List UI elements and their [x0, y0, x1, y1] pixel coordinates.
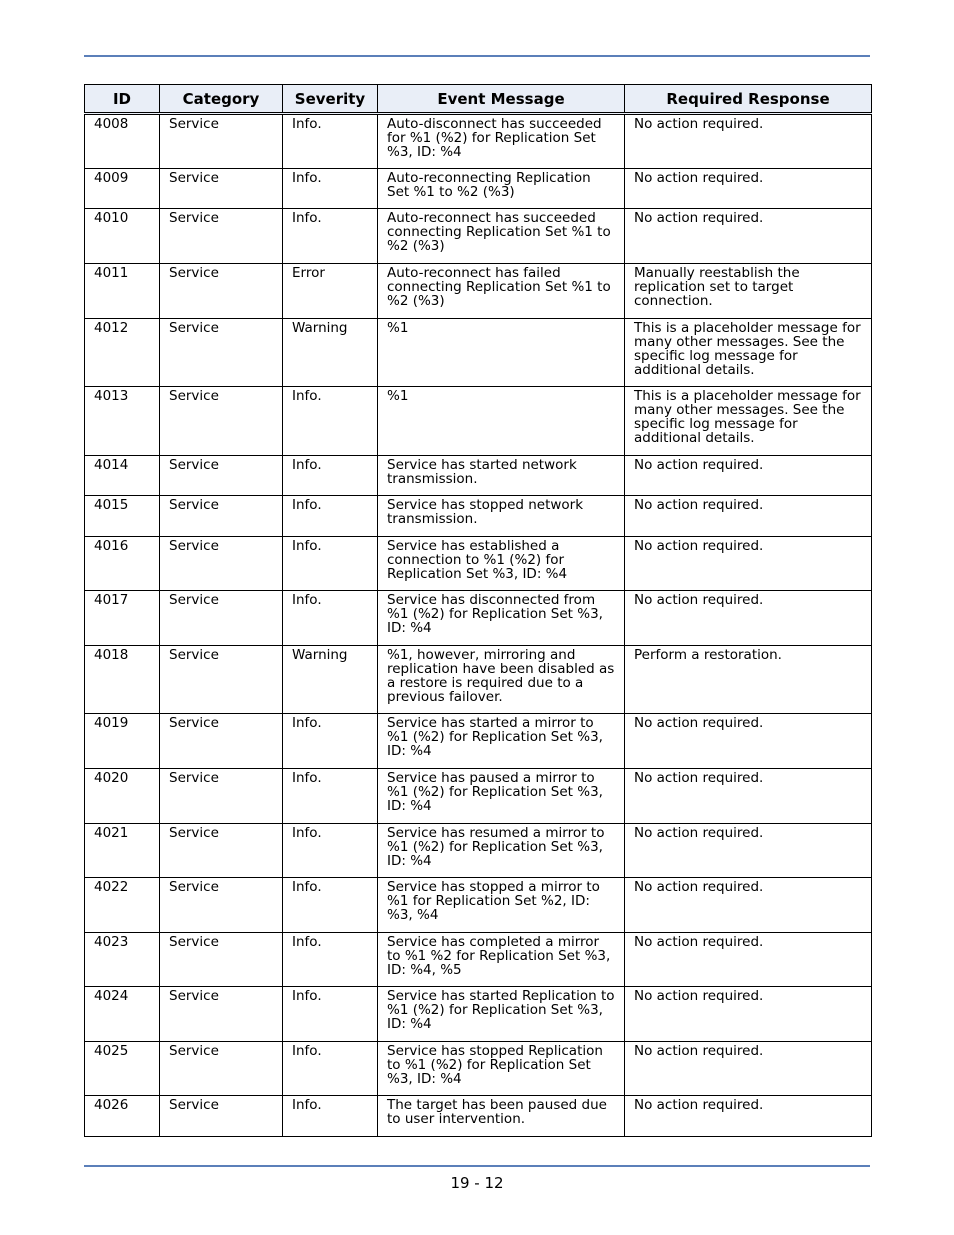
- table-row: [85, 824, 872, 878]
- cell-required-response: No action required.: [625, 1042, 872, 1096]
- cell-event-message: Service has started a mirror to %1 (%2) for Replication Set %3, ID: %4: [378, 714, 625, 769]
- cell-category: Service: [160, 987, 283, 1042]
- cell-severity: Warning: [283, 319, 378, 387]
- cell-category: Service: [160, 456, 283, 496]
- cell-id: 4013: [85, 387, 160, 456]
- cell-category: Service: [160, 209, 283, 264]
- cell-severity: Warning: [283, 646, 378, 714]
- cell-category: Service: [160, 591, 283, 646]
- column-header-severity: Severity: [283, 85, 378, 114]
- cell-required-response: No action required.: [625, 824, 872, 878]
- cell-event-message: Service has stopped Replication to %1 (%2) for Replication Set %3, ID: %4: [378, 1042, 625, 1096]
- cell-event-message: %1, however, mirroring and replication have been disabled as a restore is required due to a previous failover.: [378, 646, 625, 714]
- cell-event-message: Service has stopped a mirror to %1 for Replication Set %2, ID: %3, %4: [378, 878, 625, 933]
- cell-event-message: Auto-disconnect has succeeded for %1 (%2) for Replication Set %3, ID: %4: [378, 114, 625, 169]
- cell-id: 4024: [85, 987, 160, 1042]
- table-row: [85, 933, 872, 987]
- cell-severity: Info.: [283, 387, 378, 456]
- table-row: [85, 987, 872, 1042]
- cell-severity: Info.: [283, 1042, 378, 1096]
- table-row: [85, 169, 872, 209]
- table-row: [85, 1096, 872, 1137]
- cell-required-response: No action required.: [625, 878, 872, 933]
- cell-id: 4022: [85, 878, 160, 933]
- cell-event-message: Service has disconnected from %1 (%2) for Replication Set %3, ID: %4: [378, 591, 625, 646]
- cell-event-message: The target has been paused due to user intervention.: [378, 1096, 625, 1137]
- cell-required-response: Manually reestablish the replication set to target connection.: [625, 264, 872, 319]
- cell-severity: Info.: [283, 933, 378, 987]
- table-row: [85, 209, 872, 264]
- cell-required-response: No action required.: [625, 114, 872, 169]
- column-header-required-response: Required Response: [625, 85, 872, 114]
- cell-required-response: This is a placeholder message for many other messages. See the specific log message for additional details.: [625, 387, 872, 456]
- cell-required-response: No action required.: [625, 1096, 872, 1137]
- cell-event-message: Service has paused a mirror to %1 (%2) for Replication Set %3, ID: %4: [378, 769, 625, 824]
- cell-id: 4016: [85, 537, 160, 591]
- cell-id: 4023: [85, 933, 160, 987]
- table-row: [85, 714, 872, 769]
- header-rule: [84, 55, 870, 57]
- table-row: [85, 319, 872, 387]
- table-row: [85, 264, 872, 319]
- cell-required-response: No action required.: [625, 591, 872, 646]
- table-row: [85, 387, 872, 456]
- table-row: [85, 114, 872, 169]
- cell-severity: Info.: [283, 537, 378, 591]
- cell-event-message: Auto-reconnect has succeeded connecting Replication Set %1 to %2 (%3): [378, 209, 625, 264]
- table-row: [85, 496, 872, 537]
- cell-event-message: Service has stopped network transmission.: [378, 496, 625, 537]
- cell-category: Service: [160, 714, 283, 769]
- page-number: 19 - 12: [450, 1174, 504, 1192]
- cell-event-message: Service has started Replication to %1 (%2) for Replication Set %3, ID: %4: [378, 987, 625, 1042]
- column-header-id: ID: [85, 85, 160, 114]
- cell-category: Service: [160, 1042, 283, 1096]
- cell-severity: Error: [283, 264, 378, 319]
- cell-category: Service: [160, 824, 283, 878]
- cell-required-response: No action required.: [625, 496, 872, 537]
- cell-category: Service: [160, 264, 283, 319]
- cell-required-response: Perform a restoration.: [625, 646, 872, 714]
- cell-category: Service: [160, 878, 283, 933]
- cell-category: Service: [160, 933, 283, 987]
- cell-id: 4015: [85, 496, 160, 537]
- cell-id: 4014: [85, 456, 160, 496]
- cell-required-response: No action required.: [625, 987, 872, 1042]
- cell-severity: Info.: [283, 878, 378, 933]
- cell-severity: Info.: [283, 591, 378, 646]
- cell-severity: Info.: [283, 209, 378, 264]
- cell-id: 4025: [85, 1042, 160, 1096]
- cell-category: Service: [160, 646, 283, 714]
- cell-category: Service: [160, 387, 283, 456]
- table-row: [85, 456, 872, 496]
- cell-category: Service: [160, 114, 283, 169]
- cell-event-message: %1: [378, 387, 625, 456]
- cell-event-message: Service has started network transmission.: [378, 456, 625, 496]
- cell-severity: Info.: [283, 496, 378, 537]
- cell-severity: Info.: [283, 987, 378, 1042]
- cell-event-message: Service has established a connection to %1 (%2) for Replication Set %3, ID: %4: [378, 537, 625, 591]
- cell-required-response: This is a placeholder message for many other messages. See the specific log message for additional details.: [625, 319, 872, 387]
- cell-required-response: No action required.: [625, 169, 872, 209]
- cell-id: 4019: [85, 714, 160, 769]
- cell-severity: Info.: [283, 1096, 378, 1137]
- cell-id: 4008: [85, 114, 160, 169]
- cell-required-response: No action required.: [625, 714, 872, 769]
- cell-event-message: Service has completed a mirror to %1 %2 for Replication Set %3, ID: %4, %5: [378, 933, 625, 987]
- cell-category: Service: [160, 537, 283, 591]
- table-row: [85, 878, 872, 933]
- cell-severity: Info.: [283, 114, 378, 169]
- cell-category: Service: [160, 319, 283, 387]
- cell-id: 4020: [85, 769, 160, 824]
- cell-category: Service: [160, 769, 283, 824]
- cell-severity: Info.: [283, 824, 378, 878]
- cell-id: 4021: [85, 824, 160, 878]
- event-messages-table: [84, 84, 872, 1137]
- cell-id: 4010: [85, 209, 160, 264]
- cell-event-message: Auto-reconnecting Replication Set %1 to %2 (%3): [378, 169, 625, 209]
- cell-id: 4018: [85, 646, 160, 714]
- table-row: [85, 646, 872, 714]
- cell-category: Service: [160, 1096, 283, 1137]
- cell-id: 4017: [85, 591, 160, 646]
- cell-required-response: No action required.: [625, 537, 872, 591]
- table-row: [85, 537, 872, 591]
- cell-id: 4009: [85, 169, 160, 209]
- cell-id: 4012: [85, 319, 160, 387]
- footer-rule: [84, 1165, 870, 1167]
- cell-event-message: %1: [378, 319, 625, 387]
- table-row: [85, 769, 872, 824]
- cell-severity: Info.: [283, 169, 378, 209]
- column-header-category: Category: [160, 85, 283, 114]
- cell-event-message: Auto-reconnect has failed connecting Replication Set %1 to %2 (%3): [378, 264, 625, 319]
- cell-severity: Info.: [283, 714, 378, 769]
- cell-category: Service: [160, 496, 283, 537]
- cell-category: Service: [160, 169, 283, 209]
- table-header-row: [85, 85, 872, 114]
- column-header-event-message: Event Message: [378, 85, 625, 114]
- table-row: [85, 591, 872, 646]
- cell-event-message: Service has resumed a mirror to %1 (%2) for Replication Set %3, ID: %4: [378, 824, 625, 878]
- cell-severity: Info.: [283, 456, 378, 496]
- cell-severity: Info.: [283, 769, 378, 824]
- cell-required-response: No action required.: [625, 769, 872, 824]
- table-row: [85, 1042, 872, 1096]
- cell-id: 4026: [85, 1096, 160, 1137]
- cell-required-response: No action required.: [625, 456, 872, 496]
- cell-id: 4011: [85, 264, 160, 319]
- cell-required-response: No action required.: [625, 209, 872, 264]
- cell-required-response: No action required.: [625, 933, 872, 987]
